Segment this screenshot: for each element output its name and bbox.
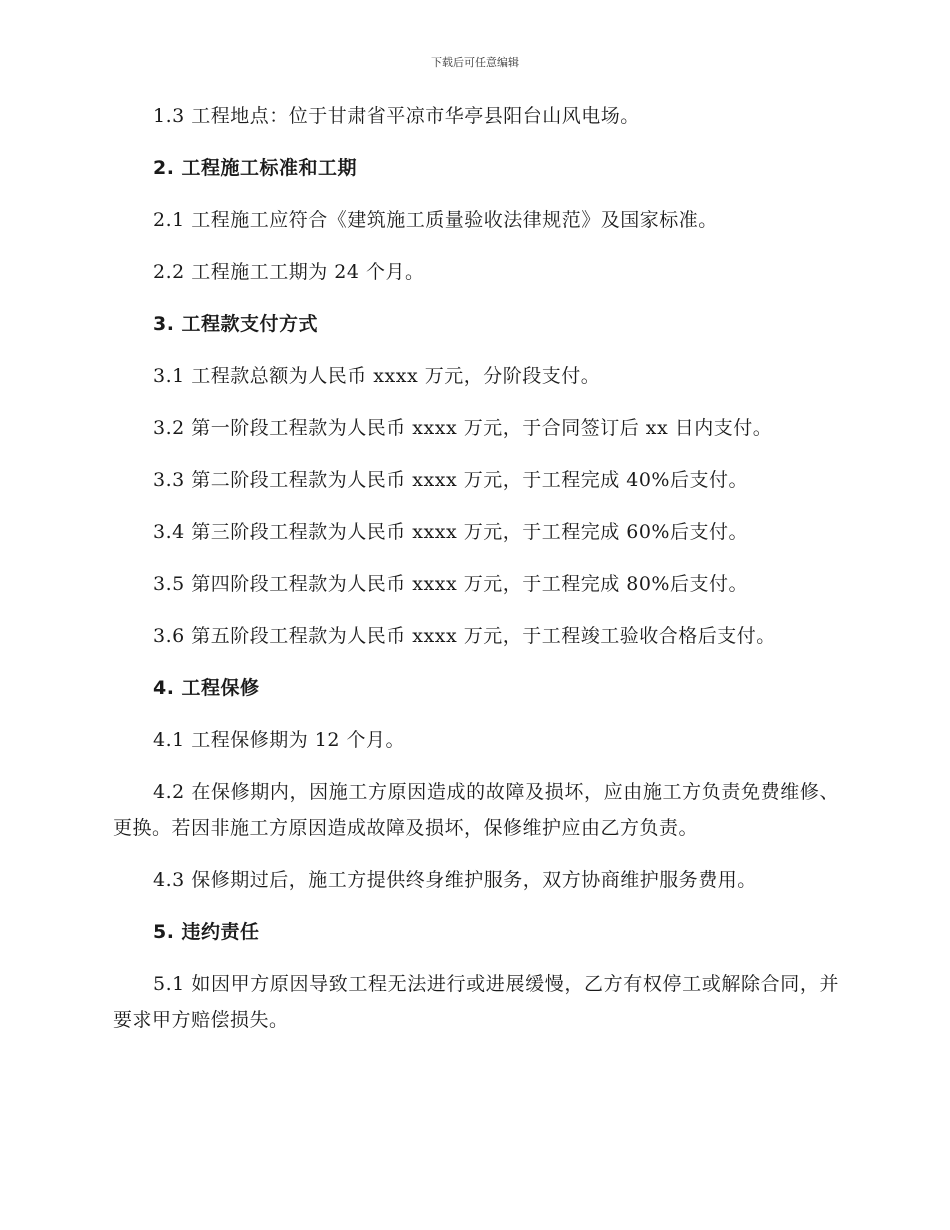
section-heading-5: 5. 违约责任 <box>153 921 260 943</box>
clause-3-1: 3.1 工程款总额为人民币 xxxx 万元，分阶段支付。 <box>153 365 601 387</box>
clause-4-1: 4.1 工程保修期为 12 个月。 <box>153 729 406 751</box>
section-heading-3: 3. 工程款支付方式 <box>153 313 319 335</box>
clause-1-3: 1.3 工程地点：位于甘肃省平凉市华亭县阳台山风电场。 <box>153 105 640 127</box>
clause-3-5: 3.5 第四阶段工程款为人民币 xxxx 万元，于工程完成 80%后支付。 <box>153 573 748 595</box>
section-heading-2: 2. 工程施工标准和工期 <box>153 157 358 179</box>
clause-3-3: 3.3 第二阶段工程款为人民币 xxxx 万元，于工程完成 40%后支付。 <box>153 469 748 491</box>
clause-3-6: 3.6 第五阶段工程款为人民币 xxxx 万元，于工程竣工验收合格后支付。 <box>153 625 776 647</box>
clause-2-1: 2.1 工程施工应符合《建筑施工质量验收法律规范》及国家标准。 <box>153 209 718 231</box>
clause-5-1: 5.1 如因甲方原因导致工程无法进行或进展缓慢，乙方有权停工或解除合同，并要求甲方赔偿损失。 <box>113 973 839 1031</box>
clause-4-3: 4.3 保修期过后，施工方提供终身维护服务，双方协商维护服务费用。 <box>153 869 757 891</box>
clause-3-4: 3.4 第三阶段工程款为人民币 xxxx 万元，于工程完成 60%后支付。 <box>153 521 748 543</box>
document-body <box>113 103 839 1059</box>
clause-3-2: 3.2 第一阶段工程款为人民币 xxxx 万元，于合同签订后 xx 日内支付。 <box>153 417 773 439</box>
clause-2-2: 2.2 工程施工工期为 24 个月。 <box>153 261 425 283</box>
section-heading-4: 4. 工程保修 <box>153 677 260 699</box>
clause-4-2: 4.2 在保修期内，因施工方原因造成的故障及损坏，应由施工方负责免费维修、更换。若因非施工方原因造成故障及损坏，保修维护应由乙方负责。 <box>113 781 839 839</box>
page-header: 下载后可任意编辑 <box>431 56 519 69</box>
